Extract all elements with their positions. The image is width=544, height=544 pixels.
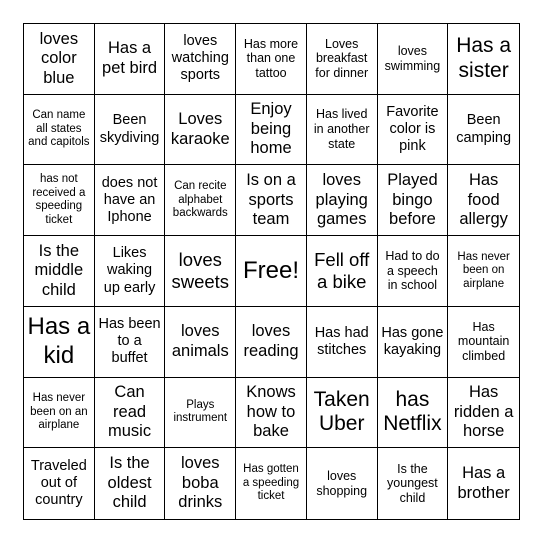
bingo-square[interactable]: Had to do a speech in school	[378, 236, 449, 307]
bingo-square[interactable]: loves boba drinks	[165, 448, 236, 519]
bingo-square[interactable]: Has a kid	[24, 307, 95, 378]
bingo-square[interactable]: Fell off a bike	[307, 236, 378, 307]
bingo-square[interactable]: Has mountain climbed	[448, 307, 519, 378]
bingo-square[interactable]: Is on a sports team	[236, 165, 307, 236]
bingo-square[interactable]: Is the middle child	[24, 236, 95, 307]
bingo-square[interactable]: Has never been on an airplane	[24, 378, 95, 449]
bingo-square[interactable]: has Netflix	[378, 378, 449, 449]
bingo-square[interactable]: Has lived in another state	[307, 95, 378, 166]
bingo-square[interactable]: Is the oldest child	[95, 448, 166, 519]
bingo-square[interactable]: Plays instrument	[165, 378, 236, 449]
bingo-square[interactable]: does not have an Iphone	[95, 165, 166, 236]
bingo-square[interactable]: Is the youngest child	[378, 448, 449, 519]
bingo-square[interactable]: Has a pet bird	[95, 24, 166, 95]
bingo-square[interactable]: Traveled out of country	[24, 448, 95, 519]
bingo-square[interactable]: loves shopping	[307, 448, 378, 519]
bingo-square[interactable]: Loves karaoke	[165, 95, 236, 166]
bingo-square[interactable]: Favorite color is pink	[378, 95, 449, 166]
bingo-square[interactable]: Played bingo before	[378, 165, 449, 236]
bingo-square[interactable]: Has ridden a horse	[448, 378, 519, 449]
bingo-square[interactable]: Been camping	[448, 95, 519, 166]
bingo-square[interactable]: Can read music	[95, 378, 166, 449]
bingo-square[interactable]: Has a brother	[457, 464, 510, 502]
bingo-square[interactable]: Can recite alphabet backwards	[165, 165, 236, 236]
bingo-square[interactable]: loves watching sports	[165, 24, 236, 95]
bingo-square[interactable]: loves swimming	[378, 24, 449, 95]
bingo-square[interactable]: Can name all states and capitols	[24, 95, 95, 166]
bingo-square[interactable]: Has gotten a speeding ticket	[236, 448, 307, 519]
bingo-square[interactable]: Has a sister	[448, 24, 519, 95]
bingo-card	[23, 23, 520, 520]
bingo-square[interactable]: Been skydiving	[95, 95, 166, 166]
bingo-square[interactable]: loves color blue	[24, 24, 95, 95]
bingo-square[interactable]: Knows how to bake	[236, 378, 307, 449]
bingo-square[interactable]: Enjoy being home	[236, 95, 307, 166]
bingo-square[interactable]: Has been to a buffet	[95, 307, 166, 378]
free-square[interactable]: Free!	[236, 236, 307, 307]
bingo-square[interactable]: Taken Uber	[307, 378, 378, 449]
bingo-square[interactable]: Has gone kayaking	[378, 307, 449, 378]
bingo-square[interactable]: loves sweets	[165, 236, 236, 307]
bingo-square[interactable]: loves reading	[236, 307, 307, 378]
bingo-square[interactable]: loves animals	[165, 307, 236, 378]
bingo-square[interactable]: loves playing games	[307, 165, 378, 236]
bingo-square[interactable]: Loves breakfast for dinner	[307, 24, 378, 95]
bingo-square[interactable]: Likes waking up early	[95, 236, 166, 307]
bingo-square[interactable]: Has more than one tattoo	[236, 24, 307, 95]
bingo-square[interactable]: Has food allergy	[448, 165, 519, 236]
bingo-square[interactable]: Has had stitches	[307, 307, 378, 378]
bingo-square[interactable]: Has never been on airplane	[448, 236, 519, 307]
bingo-square[interactable]: has not received a speeding ticket	[24, 165, 95, 236]
